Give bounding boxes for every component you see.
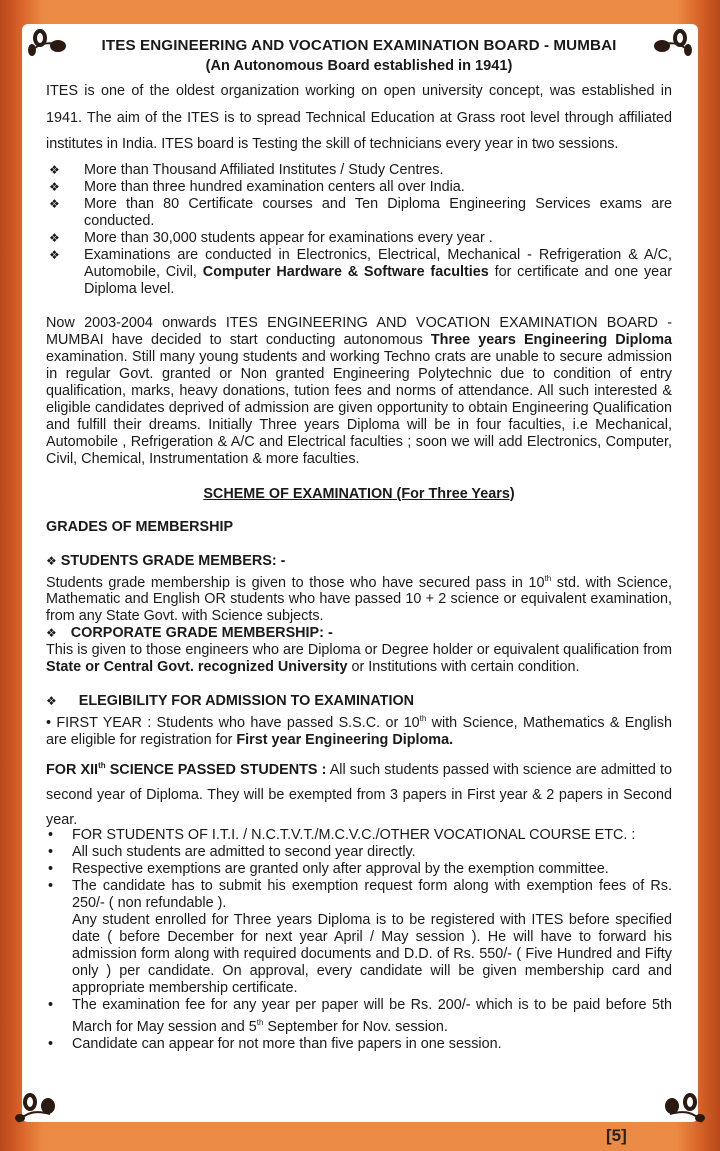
intro-paragraph: ITES is one of the oldest organization working on open university concept, was established in 1941. The aim of the ITES is to spread Technical Education at Grass root level through affiliated institutes in India. ITES board is Testing the skill of technicians every year in two sessions. xyxy=(46,83,672,152)
corporate-grade-text: This is given to those engineers who are Diploma or Degree holder or equivalent qualification from State or Central Govt. recognized University or Institutions with certain condition. xyxy=(46,642,672,676)
eligibility-heading: ❖ ELEGIBILITY FOR ADMISSION TO EXAMINATION xyxy=(46,693,415,710)
diploma-paragraph: Now 2003-2004 onwards ITES ENGINEERING AND VOCATION EXAMINATION BOARD - MUMBAI have decided to start conducting autonomous Three years Engineering Diploma examination. Still many young students and working Techno crats are unable to secure admission in regular Govt. granted or Non granted Engineering Polytechnic due to condition of entry qualification, marks, heavy donations, tution fees and norms of attendance. All such interested & eligible candidates deprived of admission are given opportunity to obtain Engineering Qualification and fulfill their dreams. Initially Three years Diploma will be in four faculties, i.e Mechanical, Automobile , Refrigeration & A/C and Electrical faculties ; soon we will add Electronics, Computer, Civil, Chemical, Instrumentation & more faculties. xyxy=(46,314,673,467)
list-item: ❖ Examinations are conducted in Electronics, Electrical, Mechanical - Refrigeration & A/C, Automobile, Civil, Computer Hardware & Software faculties for certificate and one year Diploma level. xyxy=(49,246,672,297)
xii-science-text: FOR XIIth SCIENCE PASSED STUDENTS : All such students passed with science are admitted to second year of Diploma. They will be exempted from 3 papers in First year & 2 papers in Second year. xyxy=(46,761,672,828)
scheme-heading: SCHEME OF EXAMINATION (For Three Years) xyxy=(203,485,515,502)
students-grade-text: Students grade membership is given to those who have secured pass in 10th std. with Science, Mathematic and English OR students who have passed 10 + 2 science or equivalent examination, from any State Govt. with Science subjects. xyxy=(46,573,672,625)
bullet-icon: • xyxy=(48,826,54,843)
list-item: ❖ More than Thousand Affiliated Institutes / Study Centres. xyxy=(49,161,444,178)
diamond-bullet-icon: ❖ xyxy=(49,196,60,211)
list-item: ❖ More than 30,000 students appear for examinations every year . xyxy=(49,229,493,246)
bullet-icon: • xyxy=(48,877,54,894)
bullet-icon: • xyxy=(48,1035,54,1052)
flower-ornament-icon xyxy=(662,1092,706,1126)
rules-list xyxy=(46,827,672,1053)
list-item: ❖ More than 80 Certificate courses and Ten Diploma Engineering Services exams are conducted. xyxy=(49,195,672,229)
list-item: • The candidate has to submit his exemption request form along with exemption fees of Rs. 250/- ( non refundable ). Any student enrolled for Three years Diploma is to be registered with ITES before specified date ( before December for next year April / May session ). He will have to forward his admission form along with required documents and D.D. of Rs. 550/- ( Five Hundred and Fifty only ) per candidate. On approval, every candidate will be given membership card and appropriate membership certificate. xyxy=(48,877,672,996)
diamond-bullet-icon: ❖ xyxy=(49,247,60,262)
list-item: • The examination fee for any year per paper will be Rs. 200/- which is to be paid before 5th March for May session and 5th September for Nov. session. xyxy=(48,996,672,1035)
flower-ornament-icon xyxy=(14,1092,58,1126)
document-body xyxy=(46,36,672,1053)
board-subtitle: (An Autonomous Board established in 1941) xyxy=(205,58,513,74)
bullet-icon: • xyxy=(48,860,54,877)
diamond-bullet-icon: ❖ xyxy=(46,694,57,709)
board-title: ITES ENGINEERING AND VOCATION EXAMINATION BOARD - MUMBAI xyxy=(101,37,617,54)
diamond-bullet-icon: ❖ xyxy=(49,179,60,194)
list-item: • FOR STUDENTS OF I.T.I. / N.C.T.V.T./M.C.V.C./OTHER VOCATIONAL COURSE ETC. : xyxy=(48,826,636,843)
list-item: • Respective exemptions are granted only after approval by the exemption committee. xyxy=(48,860,609,877)
page-number: [5] xyxy=(606,1126,627,1145)
bullet-icon: • xyxy=(48,843,54,860)
feature-list xyxy=(46,162,672,298)
students-grade-heading: ❖ STUDENTS GRADE MEMBERS: - xyxy=(46,552,286,569)
bullet-icon: • xyxy=(48,996,54,1013)
diamond-bullet-icon: ❖ xyxy=(49,230,60,245)
diamond-bullet-icon: ❖ xyxy=(46,626,57,641)
list-item: ❖ More than three hundred examination centers all over India. xyxy=(49,178,465,195)
first-year-text: • FIRST YEAR : Students who have passed S.S.C. or 10th with Science, Mathematics & English are eligible for registration for First year Engineering Diploma. xyxy=(46,714,672,749)
corporate-grade-heading: ❖ CORPORATE GRADE MEMBERSHIP: - xyxy=(46,625,333,642)
diamond-bullet-icon: ❖ xyxy=(49,162,60,177)
list-item: • Candidate can appear for not more than five papers in one session. xyxy=(48,1035,502,1052)
grades-heading: GRADES OF MEMBERSHIP xyxy=(46,518,234,535)
registration-note: Any student enrolled for Three years Diploma is to be registered with ITES before specified date ( before December for next year April / May session ). He will have to forward his admission form along with required documents and D.D. of Rs. 550/- ( Five Hundred and Fifty only ) per candidate. On approval, every candidate will be given membership card and appropriate membership certificate. xyxy=(72,911,672,996)
list-item: • All such students are admitted to second year directly. xyxy=(48,843,416,860)
diamond-bullet-icon: ❖ xyxy=(46,553,57,568)
